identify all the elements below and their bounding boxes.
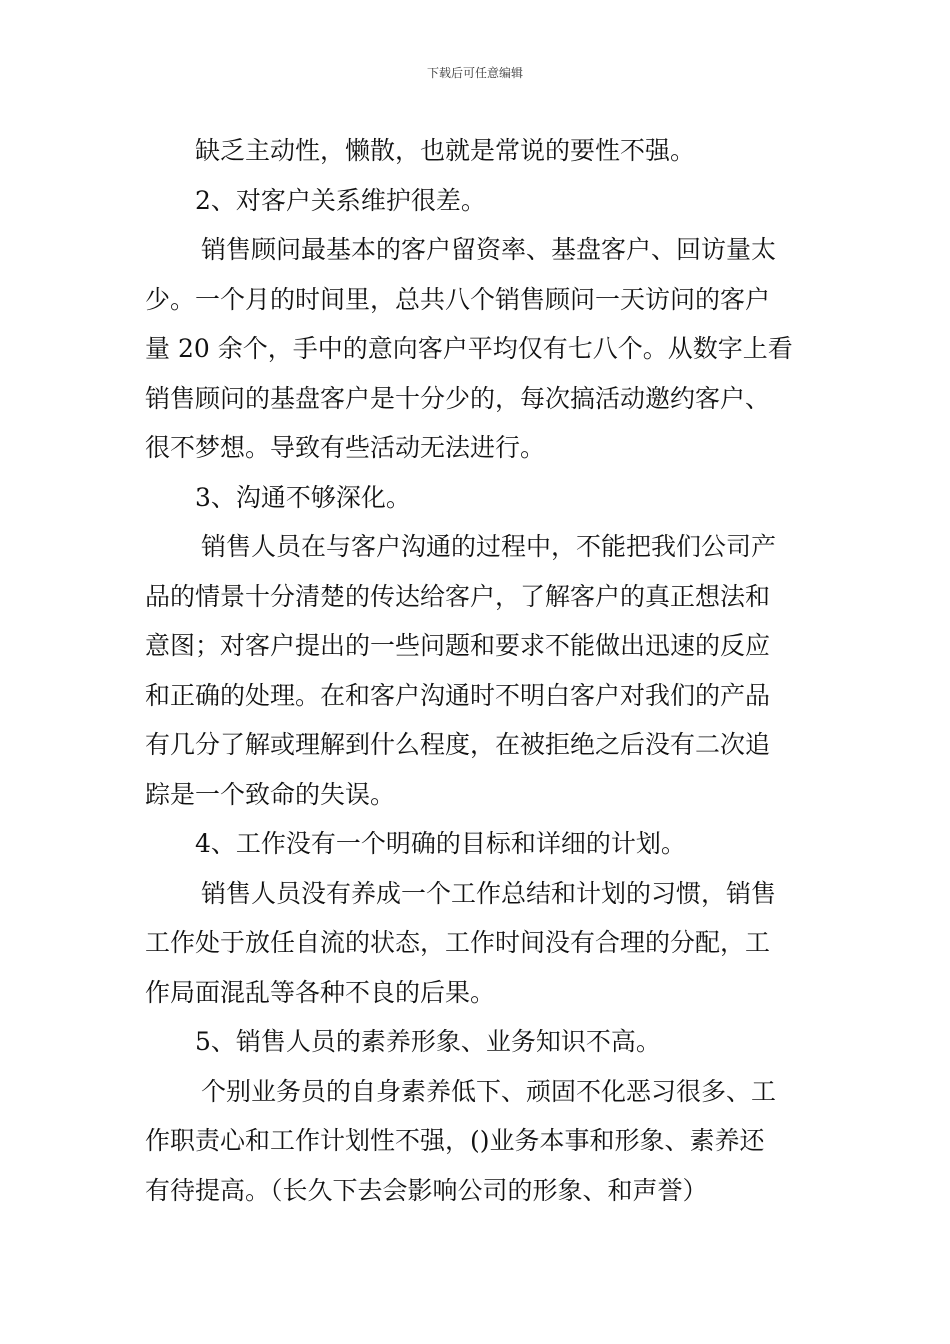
text-line: 有待提高。（长久下去会影响公司的形象、和声誉） bbox=[145, 1175, 708, 1205]
text-line: 个别业务员的自身素养低下、顽固不化恶习很多、工 bbox=[201, 1076, 777, 1106]
text-line: 作局面混乱等各种不良的后果。 bbox=[145, 977, 496, 1007]
text-line: 踪是一个致命的失误。 bbox=[145, 779, 396, 809]
text-line: 有几分了解或理解到什么程度，在被拒绝之后没有二次追 bbox=[145, 730, 771, 759]
section-heading-3: 3、沟通不够深化。 bbox=[195, 482, 411, 512]
text-line: 意图；对客户提出的一些问题和要求不能做出迅速的反应 bbox=[145, 631, 771, 660]
text-line: 少。一个月的时间里，总共八个销售顾问一天访问的客户 bbox=[145, 284, 771, 314]
text-line: 销售人员在与客户沟通的过程中，不能把我们公司产 bbox=[201, 532, 777, 561]
document-body bbox=[145, 126, 809, 1215]
section-heading-5: 5、销售人员的素养形象、业务知识不高。 bbox=[195, 1027, 661, 1056]
text-line: 工作处于放任自流的状态，工作时间没有合理的分配，工 bbox=[145, 928, 771, 957]
text-line: 很不梦想。导致有些活动无法进行。 bbox=[145, 433, 546, 462]
text-line: 作职责心和工作计划性不强，()业务本事和形象、素养还 bbox=[145, 1126, 765, 1155]
section-heading-2: 2、对客户关系维护很差。 bbox=[195, 185, 486, 215]
text-line: 缺乏主动性，懒散，也就是常说的要性不强。 bbox=[195, 136, 696, 165]
text-line: 和正确的处理。在和客户沟通时不明白客户对我们的产品 bbox=[145, 680, 771, 710]
text-line: 品的情景十分清楚的传达给客户，了解客户的真正想法和 bbox=[145, 581, 771, 611]
text-line: 销售人员没有养成一个工作总结和计划的习惯，销售 bbox=[201, 878, 777, 908]
section-heading-4: 4、工作没有一个明确的目标和详细的计划。 bbox=[195, 829, 686, 858]
text-line: 销售顾问最基本的客户留资率、基盘客户、回访量太 bbox=[201, 235, 777, 264]
text-line: 量 20 余个，手中的意向客户平均仅有七八个。从数字上看 bbox=[145, 334, 793, 363]
page-header: 下载后可任意编辑 bbox=[426, 66, 523, 80]
text-line: 销售顾问的基盘客户是十分少的，每次搞活动邀约客户、 bbox=[145, 383, 771, 413]
